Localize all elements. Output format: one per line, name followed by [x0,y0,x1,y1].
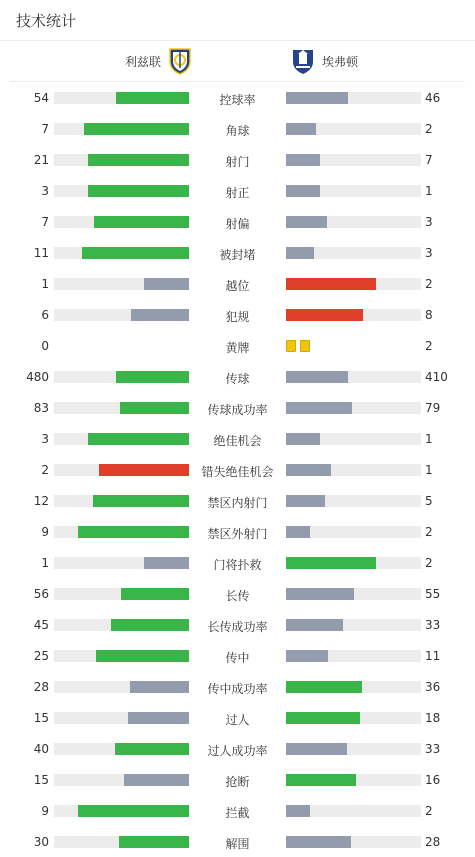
away-stat-value: 55 [425,587,441,601]
away-stat-bar-fill [286,774,356,786]
stat-row [0,268,475,299]
home-stat-bar-fill [84,123,189,135]
home-stat-value: 15 [33,773,49,787]
home-stat-bar-fill [128,712,189,724]
away-stat-value: 11 [425,649,441,663]
home-stat-value: 1 [41,556,49,570]
stat-row [0,671,475,702]
away-stat-value: 46 [425,91,441,105]
away-stat-bar-fill [286,371,348,383]
away-stat-bar-fill [286,526,310,538]
away-stat-value: 2 [425,339,433,353]
home-stat-bar-fill [116,92,189,104]
page-title: 技术统计 [16,11,77,30]
home-stat-bar [54,123,189,135]
stat-label: 抢断 [225,775,250,789]
stat-row [0,299,475,330]
away-stat-value: 28 [425,835,441,849]
home-stat-value: 9 [41,525,49,539]
away-stat-value: 2 [425,556,433,570]
stats-list [0,82,475,857]
away-stat-value: 2 [425,122,433,136]
stat-row [0,609,475,640]
stat-row [0,454,475,485]
home-stat-bar-fill [131,309,189,321]
home-stat-value: 6 [41,308,49,322]
stat-label: 绝佳机会 [213,434,262,448]
home-stat-bar [54,588,189,600]
away-stat-bar-fill [286,743,347,755]
stat-row [0,578,475,609]
home-stat-bar-fill [111,619,189,631]
away-stat-value: 33 [425,742,441,756]
away-stat-bar-fill [286,712,360,724]
home-stat-bar-fill [88,433,189,445]
home-stat-bar [54,712,189,724]
home-stat-bar [54,309,189,321]
away-yellow-cards [286,340,310,352]
stat-label: 过人成功率 [207,744,268,758]
home-stat-value: 15 [33,711,49,725]
stat-row [0,423,475,454]
away-stat-bar [286,557,421,569]
away-stat-value: 2 [425,277,433,291]
stat-row [0,206,475,237]
away-team-name: 埃弗顿 [322,54,359,69]
home-stat-bar-fill [99,464,189,476]
away-stat-bar [286,774,421,786]
stat-label: 解围 [225,837,250,851]
home-stat-value: 7 [41,122,49,136]
away-stat-value: 5 [425,494,433,508]
away-stat-bar-fill [286,433,320,445]
stat-label: 门将扑救 [213,558,262,572]
away-stat-value: 1 [425,432,433,446]
stat-label: 长传 [225,589,250,603]
home-stat-bar-fill [120,402,189,414]
stat-label: 控球率 [219,93,256,107]
stat-label: 射偏 [225,217,250,231]
away-stat-bar [286,402,421,414]
home-stat-bar-fill [130,681,189,693]
home-stat-bar-fill [119,836,189,848]
stat-row [0,764,475,795]
home-stat-value: 54 [33,91,49,105]
stat-row [0,113,475,144]
away-stat-bar-fill [286,123,316,135]
away-stat-bar [286,185,421,197]
home-stat-bar-fill [144,557,189,569]
away-stat-bar [286,154,421,166]
home-stat-bar-fill [78,805,189,817]
stat-row [0,640,475,671]
stat-label: 错失绝佳机会 [201,465,274,479]
stat-label: 射正 [225,186,250,200]
away-stat-bar-fill [286,588,354,600]
home-stat-bar [54,92,189,104]
away-stat-value: 3 [425,246,433,260]
stat-label: 长传成功率 [207,620,268,634]
away-stat-bar [286,433,421,445]
stat-row [0,485,475,516]
home-stat-value: 40 [33,742,49,756]
home-stat-value: 25 [33,649,49,663]
home-stat-bar [54,278,189,290]
away-stat-bar-fill [286,836,351,848]
stat-row [0,733,475,764]
away-stat-value: 8 [425,308,433,322]
home-stat-bar [54,774,189,786]
stat-label: 角球 [225,124,250,138]
stat-row [0,82,475,113]
away-stat-bar-fill [286,185,320,197]
stat-label: 犯规 [225,310,250,324]
home-stat-bar [54,371,189,383]
away-stat-bar [286,278,421,290]
away-stat-value: 18 [425,711,441,725]
away-stat-value: 7 [425,153,433,167]
home-team[interactable] [125,41,193,81]
home-stat-bar [54,681,189,693]
home-stat-value: 7 [41,215,49,229]
stat-label: 越位 [225,279,250,293]
home-stat-bar-fill [78,526,189,538]
home-stat-value: 56 [33,587,49,601]
away-stat-bar [286,650,421,662]
stat-label: 传球成功率 [207,403,268,417]
away-stat-bar [286,495,421,507]
everton-crest-icon [290,47,316,75]
away-stat-bar-fill [286,650,328,662]
yellow-card-icon [300,340,310,352]
home-stat-value: 3 [41,184,49,198]
home-stat-bar [54,216,189,228]
teams-header [10,41,465,82]
away-stat-bar [286,216,421,228]
home-stat-value: 1 [41,277,49,291]
home-stat-value: 83 [33,401,49,415]
stat-label: 拦截 [225,806,250,820]
home-stat-value: 480 [26,370,49,384]
home-stat-bar-fill [115,743,189,755]
stat-label: 过人 [225,713,250,727]
home-stat-bar-fill [88,154,189,166]
stat-row [0,175,475,206]
away-stat-bar-fill [286,278,376,290]
away-stat-value: 1 [425,184,433,198]
stat-row [0,237,475,268]
away-stat-value: 36 [425,680,441,694]
stat-label: 传中 [225,651,250,665]
away-stat-bar-fill [286,619,343,631]
stat-row [0,702,475,733]
home-stat-bar [54,836,189,848]
away-stat-bar-fill [286,805,310,817]
away-stat-bar [286,619,421,631]
stat-row [0,547,475,578]
away-stat-bar [286,588,421,600]
away-stat-bar [286,464,421,476]
home-stat-bar [54,154,189,166]
home-stat-bar [54,619,189,631]
home-stat-bar [54,805,189,817]
away-team[interactable] [290,41,358,81]
away-stat-bar [286,805,421,817]
away-stat-bar-fill [286,464,331,476]
home-stat-bar [54,464,189,476]
away-stat-bar-fill [286,495,325,507]
away-stat-value: 33 [425,618,441,632]
away-stat-bar [286,92,421,104]
away-stat-bar-fill [286,557,376,569]
home-team-name: 利兹联 [125,54,162,69]
home-stat-bar-fill [116,371,189,383]
away-stat-bar-fill [286,154,320,166]
page-header [0,0,475,41]
stat-row [0,361,475,392]
away-stat-value: 410 [425,370,448,384]
away-stat-bar-fill [286,681,362,693]
away-stat-bar [286,526,421,538]
away-stat-bar-fill [286,402,352,414]
away-stat-bar-fill [286,92,348,104]
home-stat-bar [54,185,189,197]
away-stat-bar [286,371,421,383]
home-stat-value: 11 [33,246,49,260]
away-stat-value: 1 [425,463,433,477]
stat-row [0,516,475,547]
home-stat-bar [54,433,189,445]
away-stat-bar [286,743,421,755]
home-stat-bar-fill [121,588,189,600]
stat-label: 射门 [225,155,250,169]
away-stat-bar [286,309,421,321]
stat-row [0,144,475,175]
home-stat-value: 2 [41,463,49,477]
home-stat-value: 30 [33,835,49,849]
away-stat-bar-fill [286,247,314,259]
home-stat-bar [54,495,189,507]
home-stat-value: 28 [33,680,49,694]
home-stat-value: 21 [33,153,49,167]
home-stat-bar-fill [124,774,189,786]
away-stat-bar [286,123,421,135]
stat-row [0,392,475,423]
stat-row [0,795,475,826]
home-stat-bar [54,557,189,569]
home-stat-value: 9 [41,804,49,818]
away-stat-value: 2 [425,525,433,539]
away-stat-bar [286,681,421,693]
stat-row [0,826,475,857]
away-stat-bar [286,712,421,724]
away-stat-bar [286,247,421,259]
home-stat-value: 45 [33,618,49,632]
home-stat-bar-fill [96,650,189,662]
home-stat-bar [54,743,189,755]
yellow-card-icon [286,340,296,352]
away-stat-bar-fill [286,309,363,321]
home-stat-bar [54,402,189,414]
away-stat-value: 3 [425,215,433,229]
stat-label: 传球 [225,372,250,386]
home-stat-bar-fill [88,185,189,197]
leeds-crest-icon [167,47,193,75]
home-stat-bar-fill [93,495,189,507]
home-stat-bar-fill [144,278,189,290]
home-stat-value: 0 [41,339,49,353]
away-stat-value: 2 [425,804,433,818]
stat-label: 传中成功率 [207,682,268,696]
home-stat-bar [54,650,189,662]
home-stat-bar-fill [94,216,189,228]
stat-label: 黄牌 [225,341,250,355]
home-stat-bar-fill [82,247,189,259]
stat-label: 禁区内射门 [207,496,268,510]
away-stat-value: 79 [425,401,441,415]
away-stat-bar-fill [286,216,327,228]
away-stat-value: 16 [425,773,441,787]
home-stat-value: 12 [33,494,49,508]
stat-row [0,330,475,361]
home-stat-bar [54,247,189,259]
home-stat-bar [54,526,189,538]
home-stat-value: 3 [41,432,49,446]
stat-label: 禁区外射门 [207,527,268,541]
away-stat-bar [286,836,421,848]
stat-label: 被封堵 [219,248,256,262]
